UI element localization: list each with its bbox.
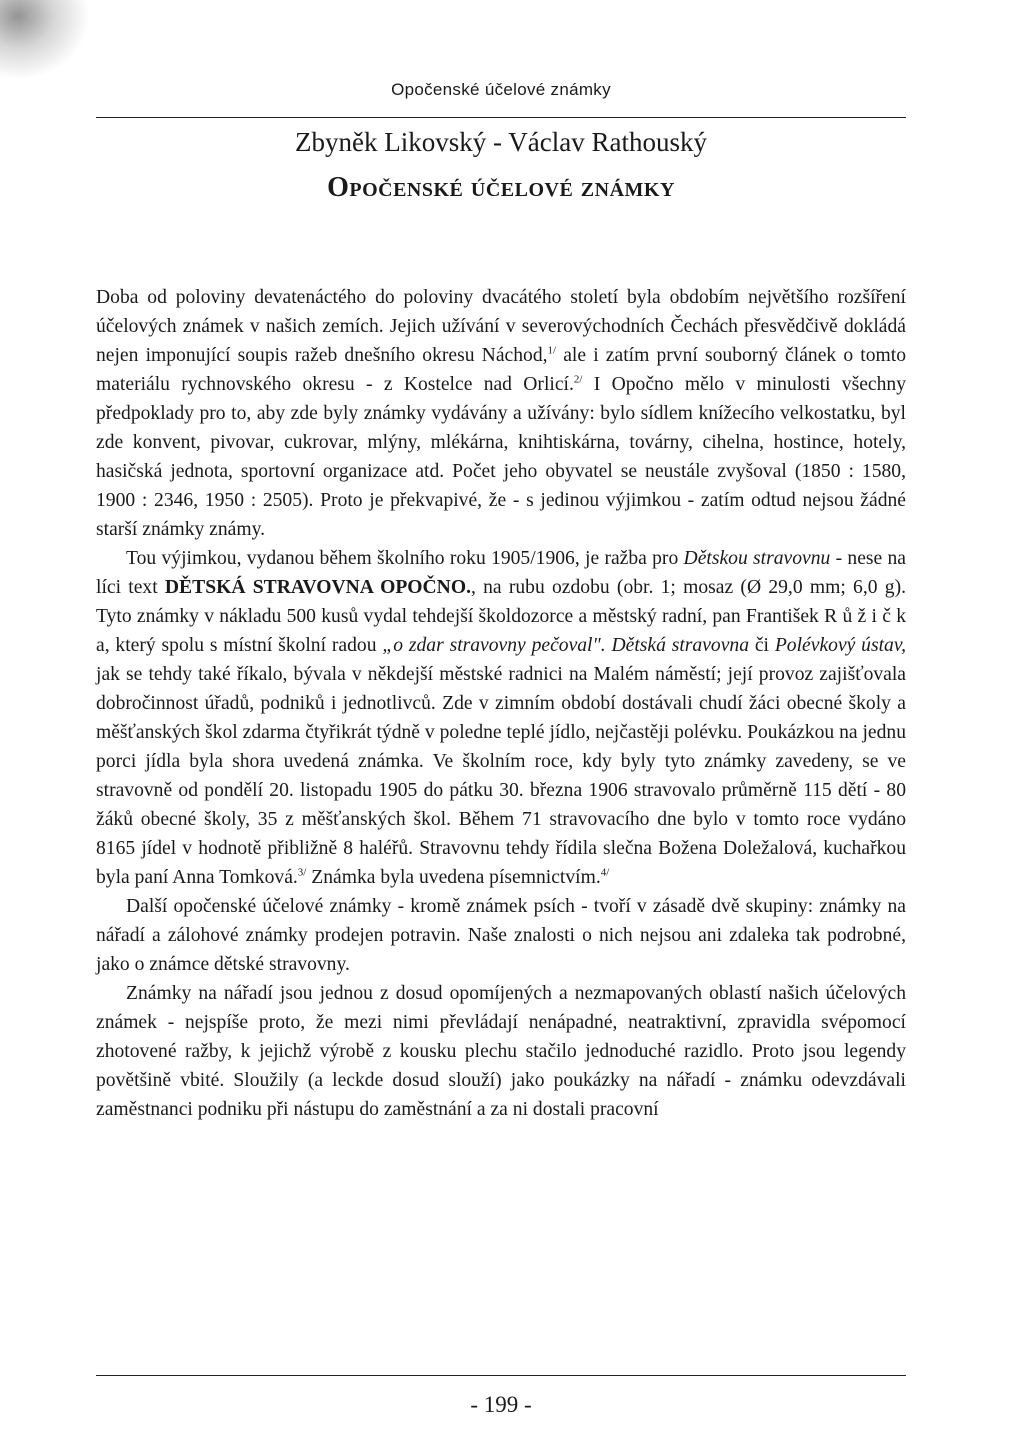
italic-quote: „o zdar stravovny pečoval". xyxy=(382,635,606,656)
text-run: Doba od poloviny devatenáctého do poloviny dvacátého století byla obdobím největšího rozšíření účelových známek v našich zemích. Jejich užívání v severovýchodních Čechách přesvědčivě dokládá nejen imponující soupis ražeb dnešního okresu Náchod, xyxy=(96,287,906,366)
footnote-ref: 1/ xyxy=(547,344,557,357)
text-run: I Opočno mělo v minulosti všechny předpoklady pro to, aby zde byly známky vydávány a užívány: bylo sídlem knížecího velkostatku, byl zde konvent, pivovar, cukrovar, mlýny, mlékárna, knihtiskárna, továrny, cihelna, hostince, hotely, hasičská jednota, sportovní organizace atd. Počet jeho obyvatel se neustále zvyšoval (1850 : 1580, 1900 : 2346, 1950 : 2505). Proto je překvapivé, že - s jedinou výjimkou - zatím odtud nejsou žádné starší známky známy. xyxy=(96,374,907,540)
text-run: , na rubu ozdobu (obr. 1; mosaz (Ø 29,0 mm; 6,0 g). Tyto známky v nákladu 500 kusů vydal tehdejší školdozorce a městský radní, pan František R ů ž i č k a, který spolu s místní školní radou xyxy=(96,577,906,656)
page-number: - 199 - xyxy=(470,1392,532,1417)
footnote-ref: 2/ xyxy=(573,373,583,386)
running-header: Opočenské účelové známky xyxy=(391,80,611,99)
article-title: Opočenské účelové známky xyxy=(327,172,675,203)
footnote-ref: 4/ xyxy=(600,866,610,879)
footer-rule xyxy=(96,1375,906,1376)
text-run: či xyxy=(749,635,775,656)
text-run: - nese na líci text xyxy=(96,548,906,598)
footnote-ref: 3/ xyxy=(297,866,307,879)
article-authors: Zbyněk Likovský - Václav Rathouský xyxy=(295,127,707,157)
paragraph-2 xyxy=(96,544,906,892)
article-body xyxy=(96,283,906,1124)
paragraph-4: Známky na nářadí jsou jednou z dosud opomíjených a nezmapovaných oblastí našich účelových známek - nejspíše proto, že mezi nimi převládají nenápadné, neatraktivní, zpravidla svépomocí zhotovené ražby, k jejichž výrobě z kousku plechu stačilo jednoduché razidlo. Proto jsou legendy povětšině vbité. Sloužily (a leckde dosud slouží) jako poukázky na nářadí - známku odevzdávali zaměstnanci podniku při nástupu do zaměstnání a za ni dostali pracovní xyxy=(96,983,906,1120)
italic-term: Dětskou stravovnu xyxy=(683,548,831,569)
italic-term: Dětská stravovna xyxy=(611,635,750,656)
paragraph-3: Další opočenské účelové známky - kromě známek psích - tvoří v zásadě dvě skupiny: známky na nářadí a zálohové známky prodejen potravin. Naše znalosti o nich nejsou ani zdaleka tak podrobné, jako o známce dětské stravovny. xyxy=(96,896,906,975)
text-run: Tou výjimkou, vydanou během školního roku 1905/1906, je ražba pro xyxy=(126,548,684,569)
bold-inscription: DĚTSKÁ STRAVOVNA OPOČNO. xyxy=(164,577,471,598)
text-run: Známka byla uvedena písemnictvím. xyxy=(306,867,601,888)
italic-term: Polévkový ústav, xyxy=(774,635,906,656)
paragraph-1 xyxy=(96,283,906,544)
header-rule xyxy=(96,117,906,118)
scan-artifact xyxy=(0,0,90,80)
text-run: jak se tehdy také říkalo, bývala v někdejší městské radnici na Malém náměstí; její provoz zajišťovala dobročinnost úřadů, podniků i jednotlivců. Zde v zimním období dostávali chudí žáci obecné školy a měšťanských škol zdarma čtyřikrát týdně v poledne teplé jídlo, nejčastěji polévku. Poukázkou na jednu porci jídla byla shora uvedená známka. Ve školním roce, kdy byly tyto známky zavedeny, se ve stravovně od pondělí 20. listopadu 1905 do pátku 30. března 1906 stravovalo průměrně 115 dětí - 80 žáků obecné školy, 35 z měšťanských škol. Během 71 stravovacího dne bylo v tomto roce vydáno 8165 jídel v hodnotě přibližně 8 haléřů. Stravovnu tehdy řídila slečna Božena Doležalová, kuchařkou byla paní Anna Tomková. xyxy=(96,664,906,888)
text-run: ale i zatím první souborný článek o tomto materiálu rychnovského okresu - z Kostelce nad Orlicí. xyxy=(96,345,906,395)
